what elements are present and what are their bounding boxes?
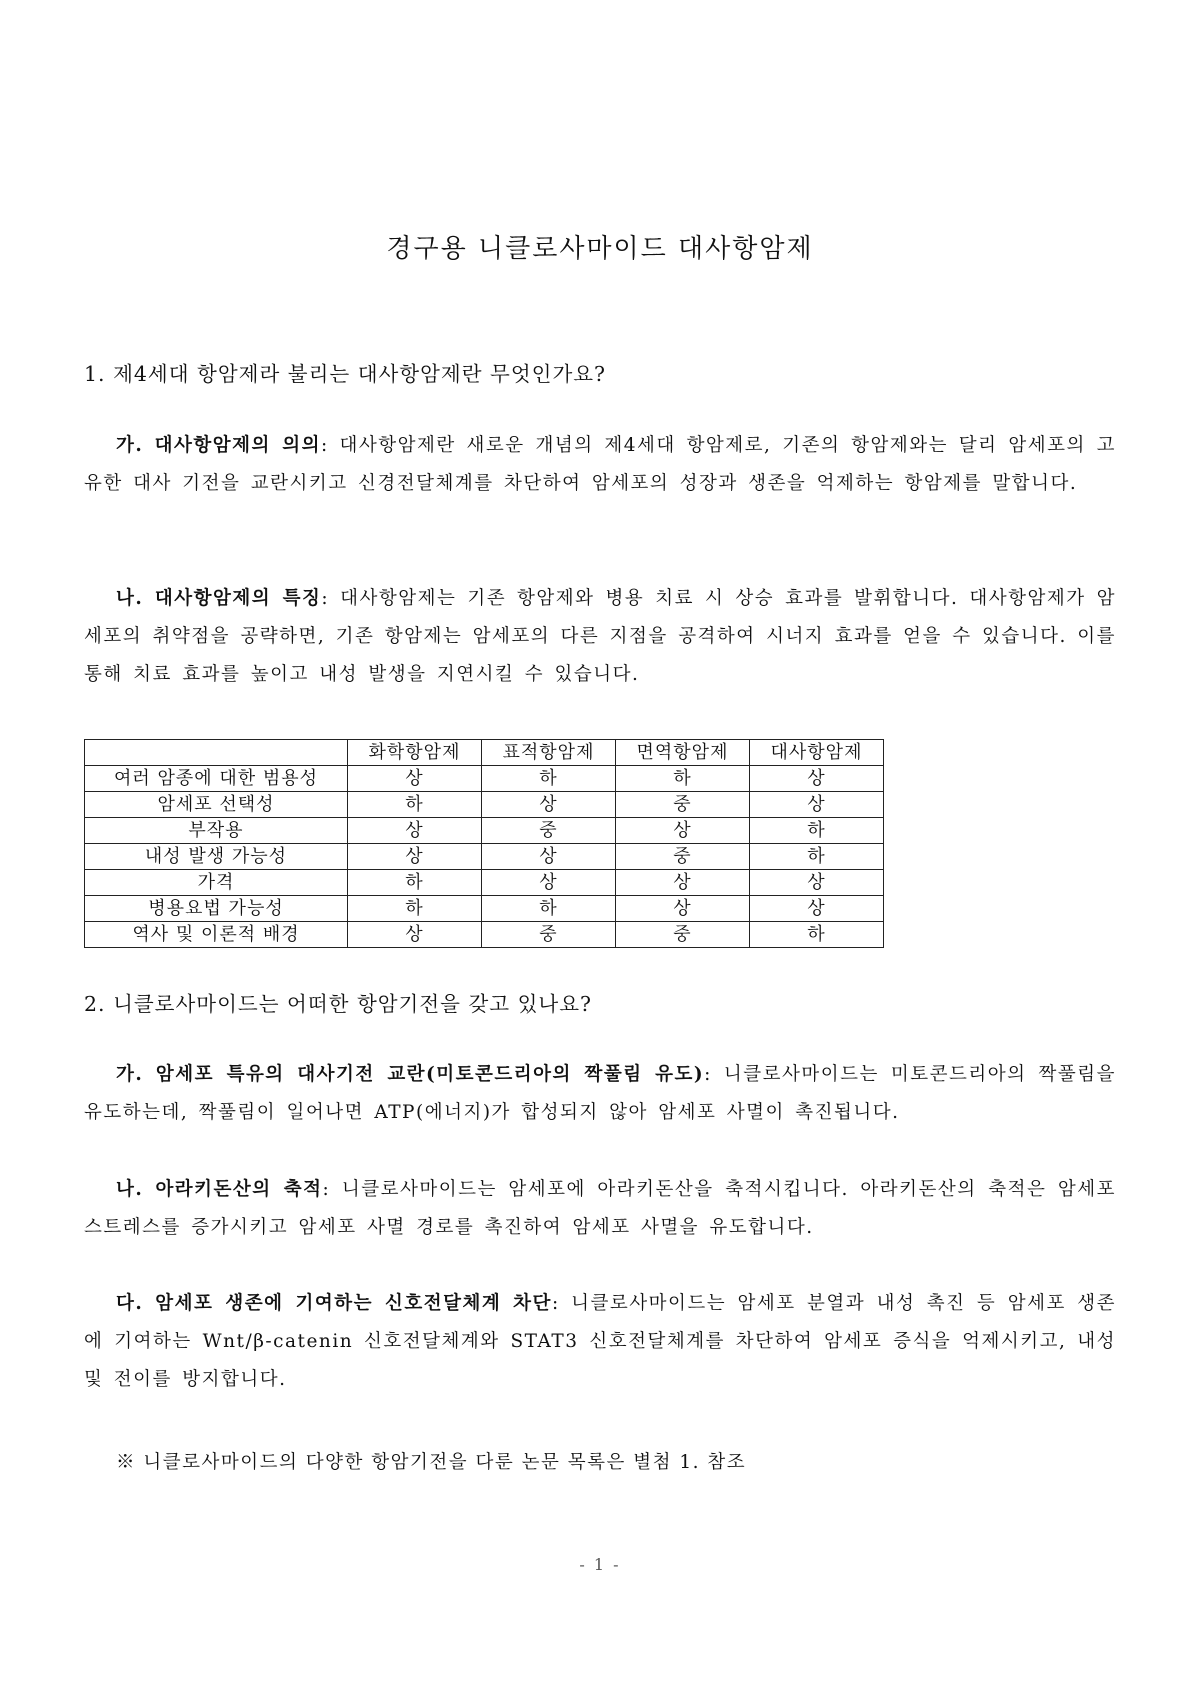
table-row-label: 역사 및 이론적 배경 (85, 922, 348, 948)
section2-a-text: : 니클로사마이드는 미토콘드리아의 짝풀림을 유도하는데, 짝풀림이 일어나면 ATP(에너지)가 합성되지 않아 암세포 사멸이 촉진됩니다. (84, 1064, 1116, 1123)
table-row (85, 922, 884, 948)
table-cell: 상 (482, 792, 616, 818)
reference-note: ※ 니클로사마이드의 다양한 항암기전을 다룬 논문 목록은 별첨 1. 참조 (116, 1452, 747, 1473)
section2-a-lead: 가. 암세포 특유의 대사기전 교란(미토콘드리아의 짝풀림 유도) (116, 1064, 705, 1085)
table-cell: 중 (482, 818, 616, 844)
table-row (85, 896, 884, 922)
table-row-label: 내성 발생 가능성 (85, 844, 348, 870)
table-header-row (85, 740, 884, 766)
table-cell: 상 (348, 818, 482, 844)
section1-paragraph-a (84, 427, 1116, 503)
table-cell: 상 (750, 766, 884, 792)
section2-c-text: : 니클로사마이드는 암세포 분열과 내성 촉진 등 암세포 생존에 기여하는 Wnt/β-catenin 신호전달체계와 STAT3 신호전달체계를 차단하여 암세포 증식을 억제시키고, 내성 및 전이를 방지합니다. (84, 1293, 1116, 1390)
section2-c-lead: 다. 암세포 생존에 기여하는 신호전달체계 차단 (116, 1293, 552, 1314)
page-number: - 1 - (579, 1555, 621, 1574)
table-row-label: 암세포 선택성 (85, 792, 348, 818)
table-row (85, 844, 884, 870)
table-cell: 중 (616, 844, 750, 870)
table-cell: 상 (348, 844, 482, 870)
section1-a-text: : 대사항암제란 새로운 개념의 제4세대 항암제로, 기존의 항암제와는 달리 암세포의 고유한 대사 기전을 교란시키고 신경전달체계를 차단하여 암세포의 성장과 생존을 억제하는 항암제를 말합니다. (84, 435, 1116, 494)
table-row-label: 가격 (85, 870, 348, 896)
table-cell: 상 (616, 896, 750, 922)
table-row (85, 792, 884, 818)
table-cell: 하 (482, 896, 616, 922)
table-cell: 하 (348, 870, 482, 896)
section2-heading: 2. 니클로사마이드는 어떠한 항암기전을 갖고 있나요? (84, 992, 592, 1016)
section2-b-text: : 니클로사마이드는 암세포에 아라키돈산을 축적시킵니다. 아라키돈산의 축적은 암세포 스트레스를 증가시키고 암세포 사멸 경로를 촉진하여 암세포 사멸을 유도합니다. (84, 1179, 1116, 1238)
table-row (85, 766, 884, 792)
section1-a-lead: 가. 대사항암제의 의의 (116, 435, 321, 456)
table-row-label: 부작용 (85, 818, 348, 844)
section2-b-lead: 나. 아라키돈산의 축적 (116, 1179, 323, 1200)
table-row (85, 870, 884, 896)
section2-paragraph-a (84, 1056, 1116, 1132)
table-cell: 하 (348, 792, 482, 818)
table-cell: 상 (482, 870, 616, 896)
table-cell: 하 (750, 818, 884, 844)
table-cell: 상 (750, 792, 884, 818)
table-cell: 상 (750, 896, 884, 922)
section1-b-text: : 대사항암제는 기존 항암제와 병용 치료 시 상승 효과를 발휘합니다. 대사항암제가 암세포의 취약점을 공략하면, 기존 항암제는 암세포의 다른 지점을 공격하여 시너지 효과를 얻을 수 있습니다. 이를 통해 치료 효과를 높이고 내성 발생을 지연시킬 수 있습니다. (84, 588, 1116, 685)
table-cell: 상 (348, 766, 482, 792)
table-row-label: 병용요법 가능성 (85, 896, 348, 922)
section1-b-lead: 나. 대사항암제의 특징 (116, 588, 322, 609)
table-cell: 상 (616, 870, 750, 896)
table-header-cell (85, 740, 348, 766)
document-title: 경구용 니클로사마이드 대사항암제 (386, 234, 814, 264)
table-header-cell: 면역항암제 (616, 740, 750, 766)
table-cell: 하 (750, 844, 884, 870)
table-cell: 상 (616, 818, 750, 844)
section1-heading: 1. 제4세대 항암제라 불리는 대사항암제란 무엇인가요? (84, 362, 607, 386)
table-header-cell: 대사항암제 (750, 740, 884, 766)
table-row-label: 여러 암종에 대한 범용성 (85, 766, 348, 792)
table-cell: 하 (750, 922, 884, 948)
table-row (85, 818, 884, 844)
table-cell: 하 (616, 766, 750, 792)
table-header-cell: 표적항암제 (482, 740, 616, 766)
comparison-table (84, 739, 884, 948)
table-cell: 중 (482, 922, 616, 948)
table-cell: 하 (348, 896, 482, 922)
table-cell: 하 (482, 766, 616, 792)
section2-paragraph-b (84, 1171, 1116, 1247)
table-cell: 상 (348, 922, 482, 948)
section1-paragraph-b (84, 580, 1116, 694)
table-cell: 중 (616, 922, 750, 948)
section2-paragraph-c (84, 1285, 1116, 1399)
table-cell: 상 (482, 844, 616, 870)
table-cell: 중 (616, 792, 750, 818)
table-cell: 상 (750, 870, 884, 896)
table-header-cell: 화학항암제 (348, 740, 482, 766)
